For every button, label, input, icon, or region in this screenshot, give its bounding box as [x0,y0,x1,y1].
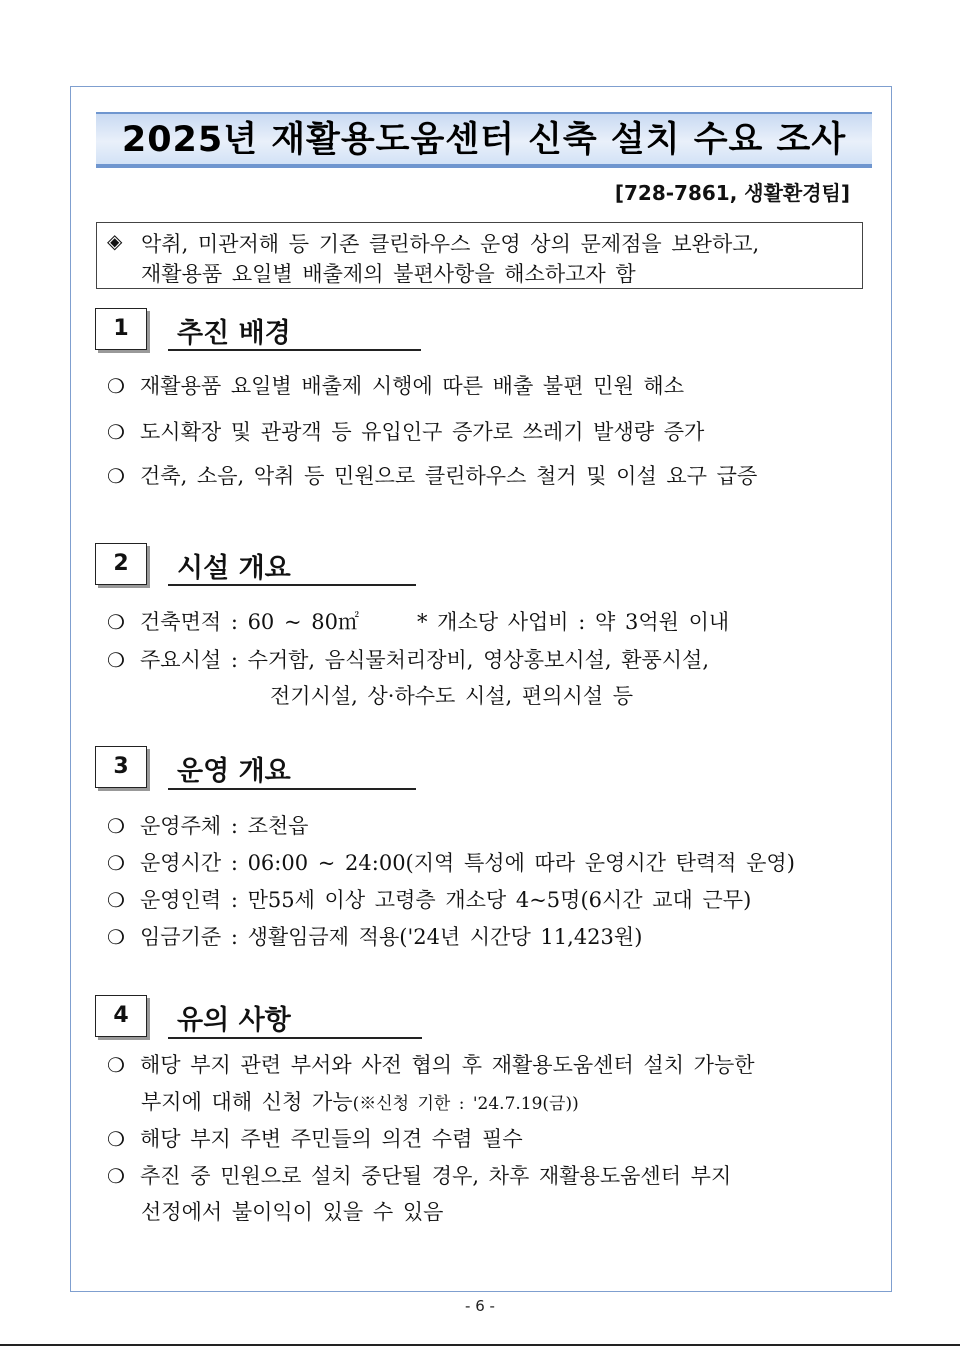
circle-bullet-icon: ❍ [107,648,125,672]
list-item: ❍ 재활용품 요일별 배출제 시행에 따른 배출 불편 민원 해소 [107,374,684,398]
summary-box [96,222,863,289]
circle-bullet-icon: ❍ [107,814,125,838]
circle-bullet-icon: ❍ [107,888,125,912]
diamond-icon: ◈ [107,229,123,253]
list-item: ❍ 임금기준 : 생활임금제 적용('24년 시간당 11,423원) [107,925,643,949]
circle-bullet-icon: ❍ [107,464,125,488]
circle-bullet-icon: ❍ [107,1053,125,1077]
section-number-3: 3 [95,746,147,788]
section-number-4: 4 [95,995,147,1037]
circle-bullet-icon: ❍ [107,851,125,875]
section-number-1: 1 [95,308,147,350]
list-item: ❍ 해당 부지 주변 주민들의 의견 수렴 필수 [107,1127,523,1151]
section-underline-3 [168,788,416,790]
circle-bullet-icon: ❍ [107,925,125,949]
list-item: ❍ 운영시간 : 06:00 ~ 24:00(지역 특성에 따라 운영시간 탄력적 운영) [107,851,795,875]
section-underline-4 [168,1037,422,1039]
section-underline-2 [168,584,416,586]
section-heading-3: 운영 개요 [177,756,291,787]
contact-info: [728-7861, 생활환경팀] [614,181,850,205]
deadline-note: (※신청 기한 : '24.7.19(금)) [352,1094,579,1114]
section-number-2: 2 [95,543,147,585]
summary-line-1: 악취, 미관저해 등 기존 클린하우스 운영 상의 문제점을 보완하고, [141,232,760,256]
list-item: ❍ 주요시설 : 수거함, 음식물처리장비, 영상홍보시설, 환풍시설, [107,648,710,672]
circle-bullet-icon: ❍ [107,1127,125,1151]
page-number: - 6 - [465,1297,495,1315]
list-item-continuation: 부지에 대해 신청 가능(※신청 기한 : '24.7.19(금)) [141,1090,579,1114]
list-item: ❍ 운영주체 : 조천읍 [107,814,309,838]
circle-bullet-icon: ❍ [107,610,125,634]
list-item: ❍ 해당 부지 관련 부서와 사전 협의 후 재활용도움센터 설치 가능한 [107,1053,755,1077]
bottom-rule [0,1344,960,1346]
list-item: ❍ 운영인력 : 만55세 이상 고령층 개소당 4~5명(6시간 교대 근무) [107,888,752,912]
list-item-continuation: 선정에서 불이익이 있을 수 있음 [141,1200,444,1224]
list-item: ❍ 도시확장 및 관광객 등 유입인구 증가로 쓰레기 발생량 증가 [107,420,705,444]
section-heading-2: 시설 개요 [177,553,291,584]
list-item: ❍ 건축, 소음, 악취 등 민원으로 클린하우스 철거 및 이설 요구 급증 [107,464,758,488]
circle-bullet-icon: ❍ [107,420,125,444]
section-underline-1 [168,349,421,351]
document-title: 2025년 재활용도움센터 신축 설치 수요 조사 [121,120,847,160]
list-item: ❍ 추진 중 민원으로 설치 중단될 경우, 차후 재활용도움센터 부지 [107,1164,732,1188]
list-item-continuation: 전기시설, 상·하수도 시설, 편의시설 등 [270,684,634,708]
section-heading-1: 추진 배경 [177,318,291,349]
list-item: ❍ 건축면적 : 60 ~ 80㎡ * 개소당 사업비 : 약 3억원 이내 [107,610,730,634]
summary-line-2: 재활용품 요일별 배출제의 불편사항을 해소하고자 함 [141,262,636,286]
section-heading-4: 유의 사항 [177,1005,291,1036]
circle-bullet-icon: ❍ [107,374,125,398]
circle-bullet-icon: ❍ [107,1164,125,1188]
